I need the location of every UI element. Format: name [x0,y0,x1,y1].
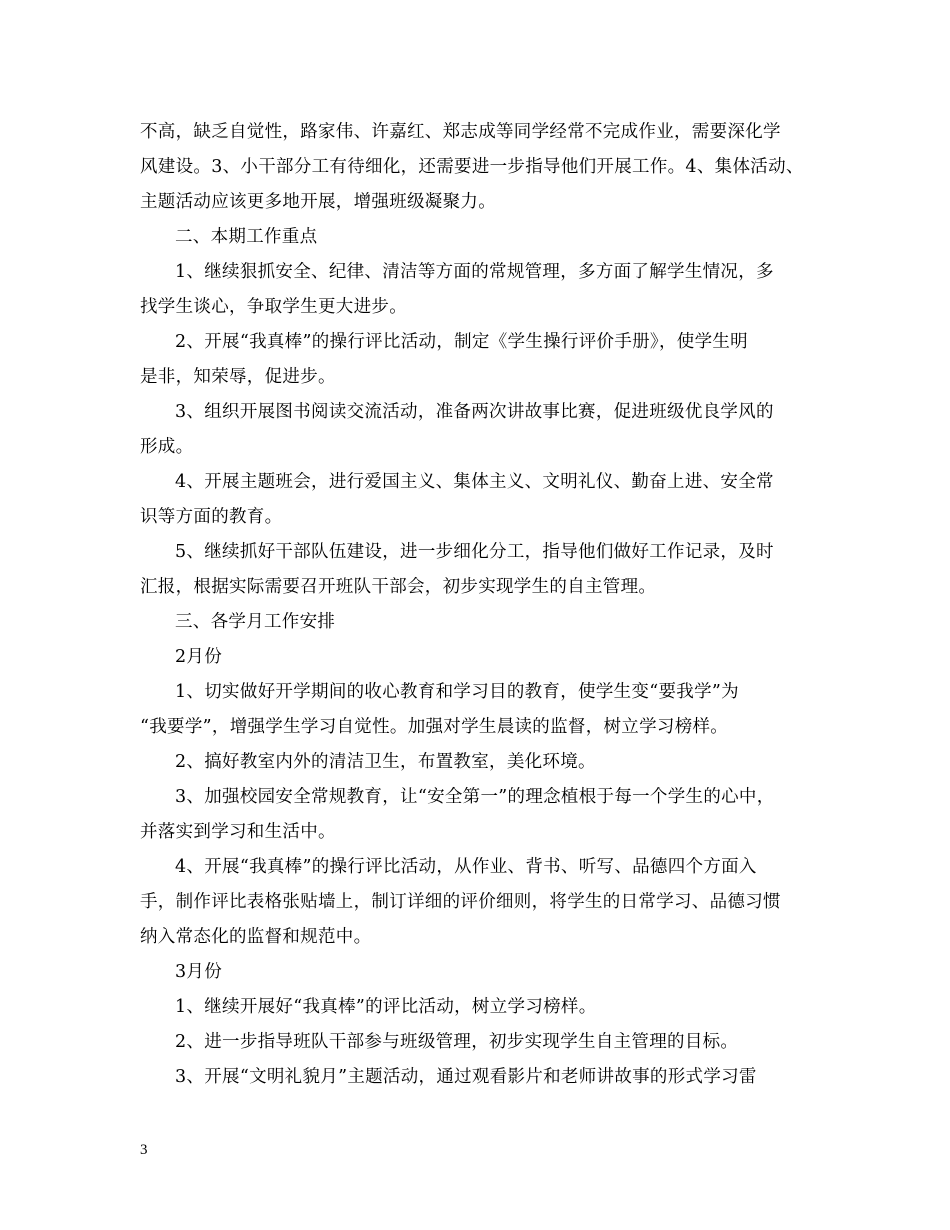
text-line: 并落实到学习和生活中。 [140,822,336,842]
section-heading: 二、本期工作重点 [175,227,318,247]
text-line: 纳入常态化的监督和规范中。 [140,927,372,947]
section-heading: 三、各学月工作安排 [175,612,336,632]
month-heading: 3月份 [175,962,223,982]
text-line: 2、搞好教室内外的清洁卫生，布置教室，美化环境。 [175,752,596,772]
text-line: 3、开展“文明礼貌月”主题活动，通过观看影片和老师讲故事的形式学习雷 [175,1067,757,1087]
text-line: 3、组织开展图书阅读交流活动，准备两次讲故事比赛，促进班级优良学风的 [175,402,774,422]
text-line: 手，制作评比表格张贴墙上，制订详细的评价细则，将学生的日常学习、品德习惯 [140,892,781,912]
page-number: 3 [140,1142,148,1158]
text-line: 1、继续狠抓安全、纪律、清洁等方面的常规管理，多方面了解学生情况，多 [175,262,774,282]
text-line: 形成。 [140,437,194,457]
text-line: 风建设。3、小干部分工有待细化，还需要进一步指导他们开展工作。4、集体活动、 [140,157,804,177]
text-line: 5、继续抓好干部队伍建设，进一步细化分工，指导他们做好工作记录，及时 [175,542,774,562]
text-line: 主题活动应该更多地开展，增强班级凝聚力。 [140,192,496,212]
text-line: 4、开展主题班会，进行爱国主义、集体主义、文明礼仪、勤奋上进、安全常 [175,472,774,492]
text-line: 4、开展“我真棒”的操行评比活动，从作业、背书、听写、品德四个方面入 [175,857,757,877]
text-line: “我要学”，增强学生学习自觉性。加强对学生晨读的监督，树立学习榜样。 [140,717,729,737]
text-line: 1、继续开展好“我真棒”的评比活动，树立学习榜样。 [175,997,597,1017]
text-line: 识等方面的教育。 [140,507,283,527]
text-line: 2、开展“我真棒”的操行评比活动，制定《学生操行评价手册》，使学生明 [175,332,748,352]
text-line: 2、进一步指导班队干部参与班级管理，初步实现学生自主管理的目标。 [175,1032,739,1052]
month-heading: 2月份 [175,647,223,667]
text-line: 找学生谈心，争取学生更大进步。 [140,297,407,317]
text-line: 汇报，根据实际需要召开班队干部会，初步实现学生的自主管理。 [140,577,657,597]
text-line: 不高，缺乏自觉性，路家伟、许嘉红、郑志成等同学经常不完成作业，需要深化学 [140,122,781,142]
text-line: 1、切实做好开学期间的收心教育和学习目的教育，使学生变“要我学”为 [175,682,739,702]
text-line: 是非，知荣辱，促进步。 [140,367,336,387]
text-line: 3、加强校园安全常规教育，让“安全第一”的理念植根于每一个学生的心中， [175,787,775,807]
